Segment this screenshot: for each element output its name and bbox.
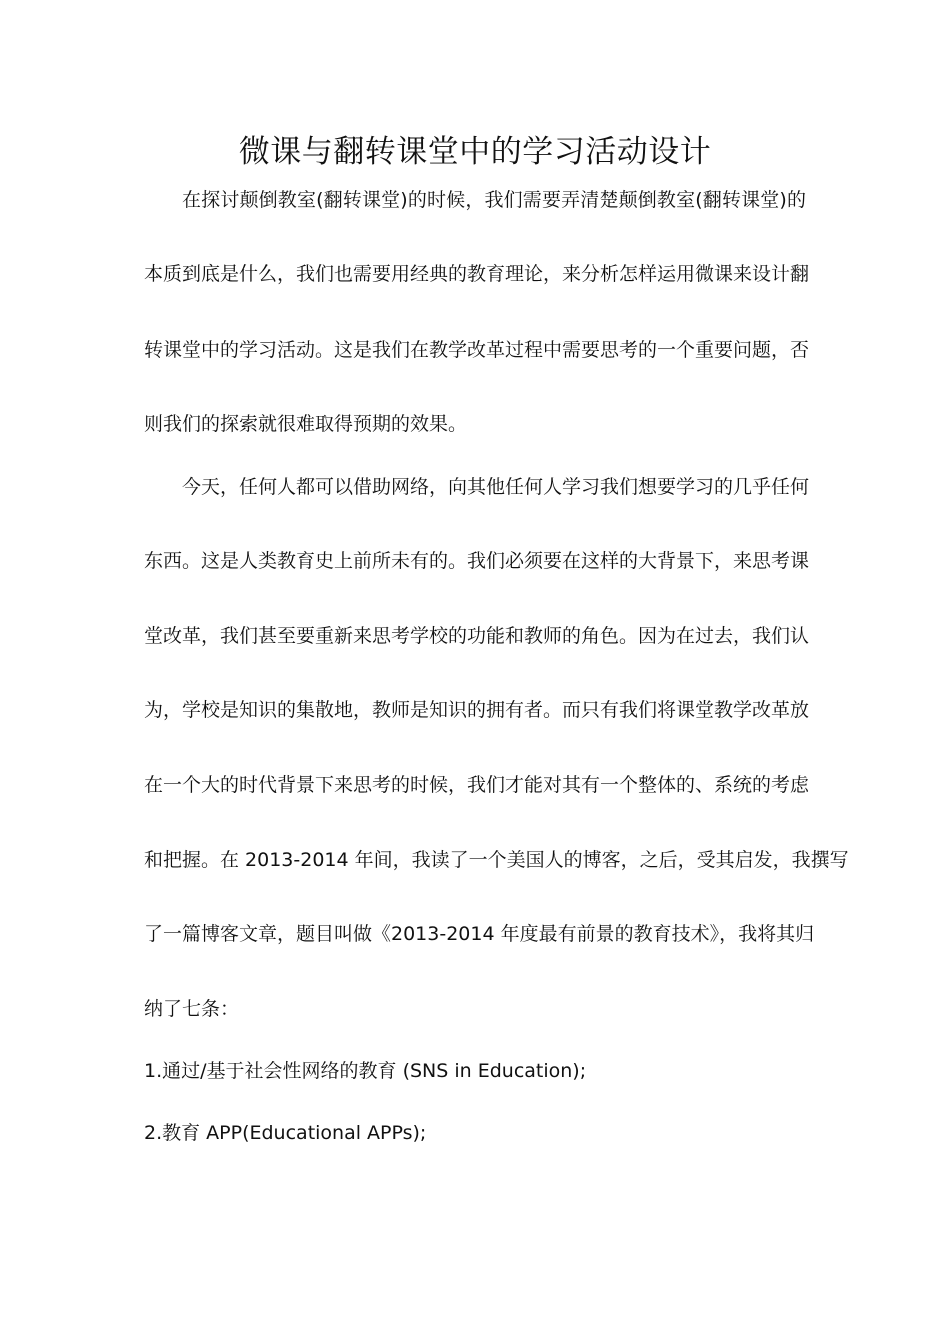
paragraph-2-line-6: 和把握。在 2013-2014 年间，我读了一个美国人的博客，之后，受其启发，我撰写 xyxy=(144,849,849,871)
paragraph-1-line-2: 本质到底是什么，我们也需要用经典的教育理论，来分析怎样运用微课来设计翻 xyxy=(144,263,810,285)
paragraph-2-line-5: 在一个大的时代背景下来思考的时候，我们才能对其有一个整体的、系统的考虑 xyxy=(144,774,810,796)
paragraph-2-line-7: 了一篇博客文章，题目叫做《2013-2014 年度最有前景的教育技术》，我将其归 xyxy=(144,923,815,945)
list-item-2: 2.教育 APP(Educational APPs); xyxy=(144,1122,427,1144)
paragraph-2-line-4: 为，学校是知识的集散地，教师是知识的拥有者。而只有我们将课堂教学改革放 xyxy=(144,699,810,721)
paragraph-2-line-2: 东西。这是人类教育史上前所未有的。我们必须要在这样的大背景下，来思考课 xyxy=(144,550,810,572)
paragraph-2-line-3: 堂改革，我们甚至要重新来思考学校的功能和教师的角色。因为在过去，我们认 xyxy=(144,625,810,647)
document-title: 微课与翻转课堂中的学习活动设计 xyxy=(238,134,712,170)
paragraph-2-line-8: 纳了七条： xyxy=(144,998,240,1020)
paragraph-1-line-4: 则我们的探索就很难取得预期的效果。 xyxy=(144,413,468,435)
paragraph-1-line-3: 转课堂中的学习活动。这是我们在教学改革过程中需要思考的一个重要问题，否 xyxy=(144,339,810,361)
list-item-1: 1.通过/基于社会性网络的教育 (SNS in Education); xyxy=(144,1060,587,1082)
paragraph-2-line-1: 今天，任何人都可以借助网络，向其他任何人学习我们想要学习的几乎任何 xyxy=(182,476,810,498)
paragraph-1-line-1: 在探讨颠倒教室(翻转课堂)的时候，我们需要弄清楚颠倒教室(翻转课堂)的 xyxy=(182,189,806,211)
